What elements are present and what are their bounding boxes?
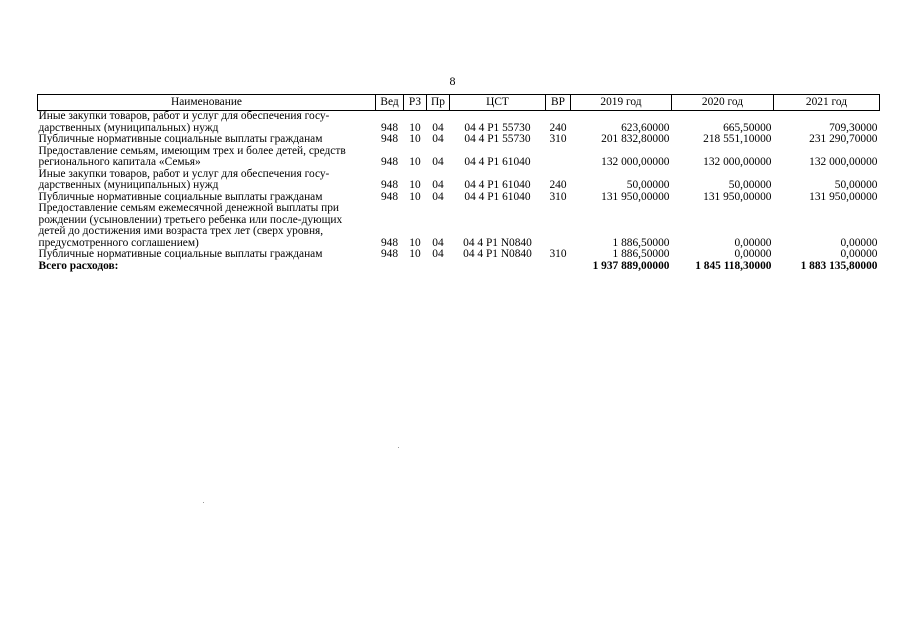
total-2019: 1 937 889,00000 <box>592 259 670 272</box>
row-pr: 04 <box>432 121 444 134</box>
table-row <box>38 169 880 192</box>
header-pr: Пр <box>427 95 450 111</box>
header-2021: 2021 год <box>774 95 880 111</box>
row-2019: 131 950,00000 <box>601 190 670 203</box>
page-number: 8 <box>449 74 456 88</box>
row-2021: 709,30000 <box>829 121 878 134</box>
row-vr: 240 <box>549 121 567 134</box>
header-cst: ЦСТ <box>450 95 546 111</box>
row-2020: 665,50000 <box>723 121 772 134</box>
row-2020: 218 551,10000 <box>703 133 772 145</box>
row-2020: 0,00000 <box>734 236 772 249</box>
header-rz: РЗ <box>404 95 427 111</box>
scan-speck <box>398 447 399 448</box>
row-vr <box>546 203 571 249</box>
total-2020: 1 845 118,30000 <box>695 259 772 272</box>
row-ved: 948 <box>380 133 399 145</box>
row-ved: 948 <box>380 121 399 134</box>
total-empty-rz <box>404 261 427 273</box>
table-header-row <box>38 95 880 111</box>
total-label: Всего расходов: <box>38 259 119 272</box>
row-vr: 240 <box>549 179 567 191</box>
header-name: Наименование <box>38 95 376 111</box>
header-ved: Вед <box>376 95 404 111</box>
total-row <box>38 261 880 273</box>
row-pr: 04 <box>432 156 444 168</box>
row-vr: 310 <box>549 190 567 203</box>
row-2019: 50,00000 <box>626 179 670 191</box>
row-rz: 10 <box>409 156 421 168</box>
row-name: Иные закупки товаров, работ и услуг для обеспечения госу-дарственных (муниципальных) нужд <box>38 167 330 191</box>
header-2019: 2019 год <box>571 95 672 111</box>
row-name: Предоставление семьям, имеющим трех и более детей, средств регионального капитала «Семья» <box>38 144 346 168</box>
row-rz: 10 <box>409 190 421 203</box>
row-vr: 310 <box>549 248 567 260</box>
total-2021: 1 883 135,80000 <box>800 259 878 272</box>
scan-speck <box>203 502 204 503</box>
total-empty-pr <box>427 261 450 273</box>
row-vr: 310 <box>549 133 567 145</box>
total-empty-vr <box>546 261 571 273</box>
row-pr: 04 <box>432 236 444 249</box>
table-row <box>38 111 880 135</box>
row-2019: 201 832,80000 <box>601 133 670 145</box>
row-2019: 132 000,00000 <box>601 156 670 168</box>
row-rz: 10 <box>409 248 421 260</box>
row-cst: 04 4 P1 61040 <box>464 190 531 203</box>
row-2021: 131 950,00000 <box>809 190 878 203</box>
row-cst: 04 4 P1 N0840 <box>463 248 532 260</box>
row-cst: 04 4 P1 N0840 <box>463 236 532 249</box>
row-2021: 132 000,00000 <box>809 156 878 168</box>
table-row <box>38 146 880 169</box>
table-row <box>38 203 880 249</box>
row-ved: 948 <box>380 248 399 260</box>
row-ved: 948 <box>380 179 399 191</box>
table-row <box>38 249 880 261</box>
row-2021: 0,00000 <box>840 236 878 249</box>
row-name: Иные закупки товаров, работ и услуг для обеспечения госу-дарственных (муниципальных) нужд <box>38 110 330 134</box>
row-2021: 231 290,70000 <box>809 133 878 145</box>
row-ved: 948 <box>380 156 399 168</box>
row-2019: 1 886,50000 <box>612 248 670 260</box>
row-rz: 10 <box>409 236 421 249</box>
row-cst: 04 4 P1 55730 <box>464 133 531 145</box>
row-name: Публичные нормативные социальные выплаты гражданам <box>38 190 323 203</box>
table-row <box>38 134 880 146</box>
row-2020: 132 000,00000 <box>703 156 772 168</box>
row-rz: 10 <box>409 179 421 191</box>
row-rz: 10 <box>409 121 421 134</box>
row-cst: 04 4 P1 55730 <box>464 121 531 134</box>
row-2021: 0,00000 <box>840 248 878 260</box>
row-2020: 0,00000 <box>734 248 772 260</box>
row-vr <box>546 146 571 169</box>
row-pr: 04 <box>432 179 444 191</box>
row-name: Предоставление семьям ежемесячной денежной выплаты при рождении (усыновлении) третьего ребенка или после-дующих детей до достижения ими возраста трех лет (сверх уровня, предусмотренного соглашением) <box>38 202 343 249</box>
total-empty-cst <box>450 261 546 273</box>
header-2020: 2020 год <box>672 95 774 111</box>
row-ved: 948 <box>380 190 399 203</box>
row-2020: 50,00000 <box>728 179 772 191</box>
row-ved: 948 <box>380 236 399 249</box>
row-cst: 04 4 P1 61040 <box>464 179 531 191</box>
row-2019: 623,60000 <box>621 121 670 134</box>
row-2020: 131 950,00000 <box>703 190 772 203</box>
row-2019: 1 886,50000 <box>612 236 670 249</box>
header-vr: ВР <box>546 95 571 111</box>
row-name: Публичные нормативные социальные выплаты гражданам <box>38 133 323 145</box>
row-2021: 50,00000 <box>834 179 878 191</box>
row-pr: 04 <box>432 133 444 145</box>
row-rz: 10 <box>409 133 421 145</box>
budget-table <box>37 94 880 272</box>
row-cst: 04 4 P1 61040 <box>464 156 531 168</box>
row-pr: 04 <box>432 248 444 260</box>
total-empty-ved <box>376 261 404 273</box>
row-name: Публичные нормативные социальные выплаты гражданам <box>38 248 323 260</box>
row-pr: 04 <box>432 190 444 203</box>
